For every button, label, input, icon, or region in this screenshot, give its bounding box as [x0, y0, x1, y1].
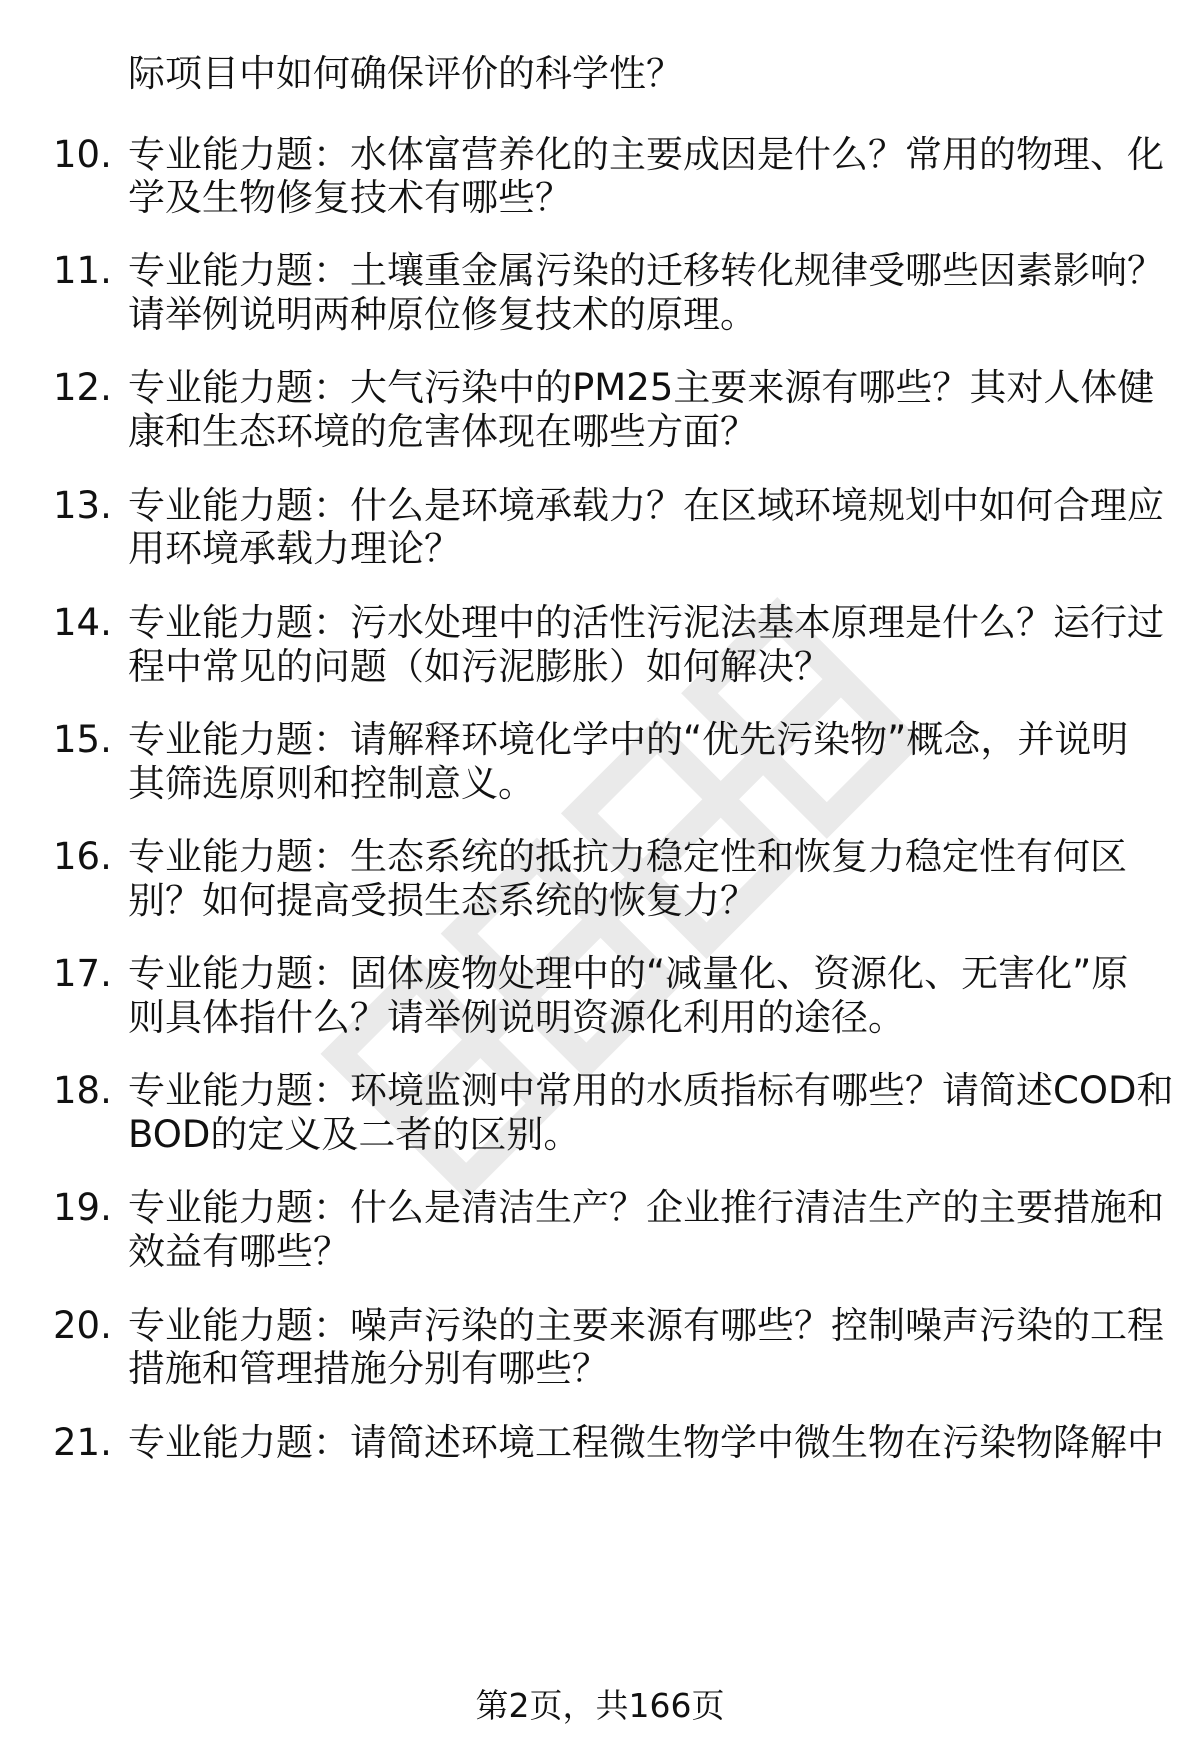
question-number: 14.: [53, 601, 112, 644]
question-number: 20.: [53, 1304, 112, 1347]
question-line: 专业能力题：噪声污染的主要来源有哪些？控制噪声污染的工程: [128, 1304, 1164, 1347]
question-line: 专业能力题：固体废物处理中的“减量化、资源化、无害化”原: [128, 952, 1129, 995]
question-line: 专业能力题：请解释环境化学中的“优先污染物”概念，并说明: [128, 718, 1129, 761]
question-line: 专业能力题：大气污染中的PM25主要来源有哪些？其对人体健: [128, 366, 1155, 409]
question-number: 10.: [53, 133, 112, 176]
question-line: 专业能力题：环境监测中常用的水质指标有哪些？请简述COD和: [128, 1069, 1174, 1112]
question-line: 程中常见的问题（如污泥膨胀）如何解决？: [128, 645, 831, 688]
question-number: 19.: [53, 1186, 112, 1229]
question-line: 请举例说明两种原位修复技术的原理。: [128, 293, 757, 336]
question-line: 专业能力题：什么是环境承载力？在区域环境规划中如何合理应: [128, 484, 1164, 527]
question-line: 效益有哪些？: [128, 1230, 350, 1273]
question-number: 16.: [53, 835, 112, 878]
question-line: 专业能力题：请简述环境工程微生物学中微生物在污染物降解中: [128, 1421, 1164, 1464]
question-line: 专业能力题：生态系统的抵抗力稳定性和恢复力稳定性有何区: [128, 835, 1127, 878]
question-line: 用环境承载力理论？: [128, 527, 461, 570]
question-number: 13.: [53, 484, 112, 527]
question-line: 别？如何提高受损生态系统的恢复力？: [128, 879, 757, 922]
continuation-line: 际项目中如何确保评价的科学性？: [128, 52, 683, 95]
question-number: 11.: [53, 249, 112, 292]
question-line: 措施和管理措施分别有哪些？: [128, 1347, 609, 1390]
question-line: 康和生态环境的危害体现在哪些方面？: [128, 410, 757, 453]
question-number: 17.: [53, 952, 112, 995]
question-line: 专业能力题：什么是清洁生产？企业推行清洁生产的主要措施和: [128, 1186, 1164, 1229]
question-line: 专业能力题：水体富营养化的主要成因是什么？常用的物理、化: [128, 133, 1164, 176]
question-number: 12.: [53, 366, 112, 409]
question-number: 18.: [53, 1069, 112, 1112]
question-line: 专业能力题：土壤重金属污染的迁移转化规律受哪些因素影响？: [128, 249, 1164, 292]
question-line: 专业能力题：污水处理中的活性污泥法基本原理是什么？运行过: [128, 601, 1164, 644]
question-number: 15.: [53, 718, 112, 761]
question-line: 学及生物修复技术有哪些？: [128, 176, 572, 219]
page-footer: 第2页，共166页: [475, 1686, 725, 1725]
question-line: 其筛选原则和控制意义。: [128, 762, 535, 805]
question-line: BOD的定义及二者的区别。: [128, 1113, 581, 1156]
question-line: 则具体指什么？请举例说明资源化利用的途径。: [128, 996, 905, 1039]
question-number: 21.: [53, 1421, 112, 1464]
